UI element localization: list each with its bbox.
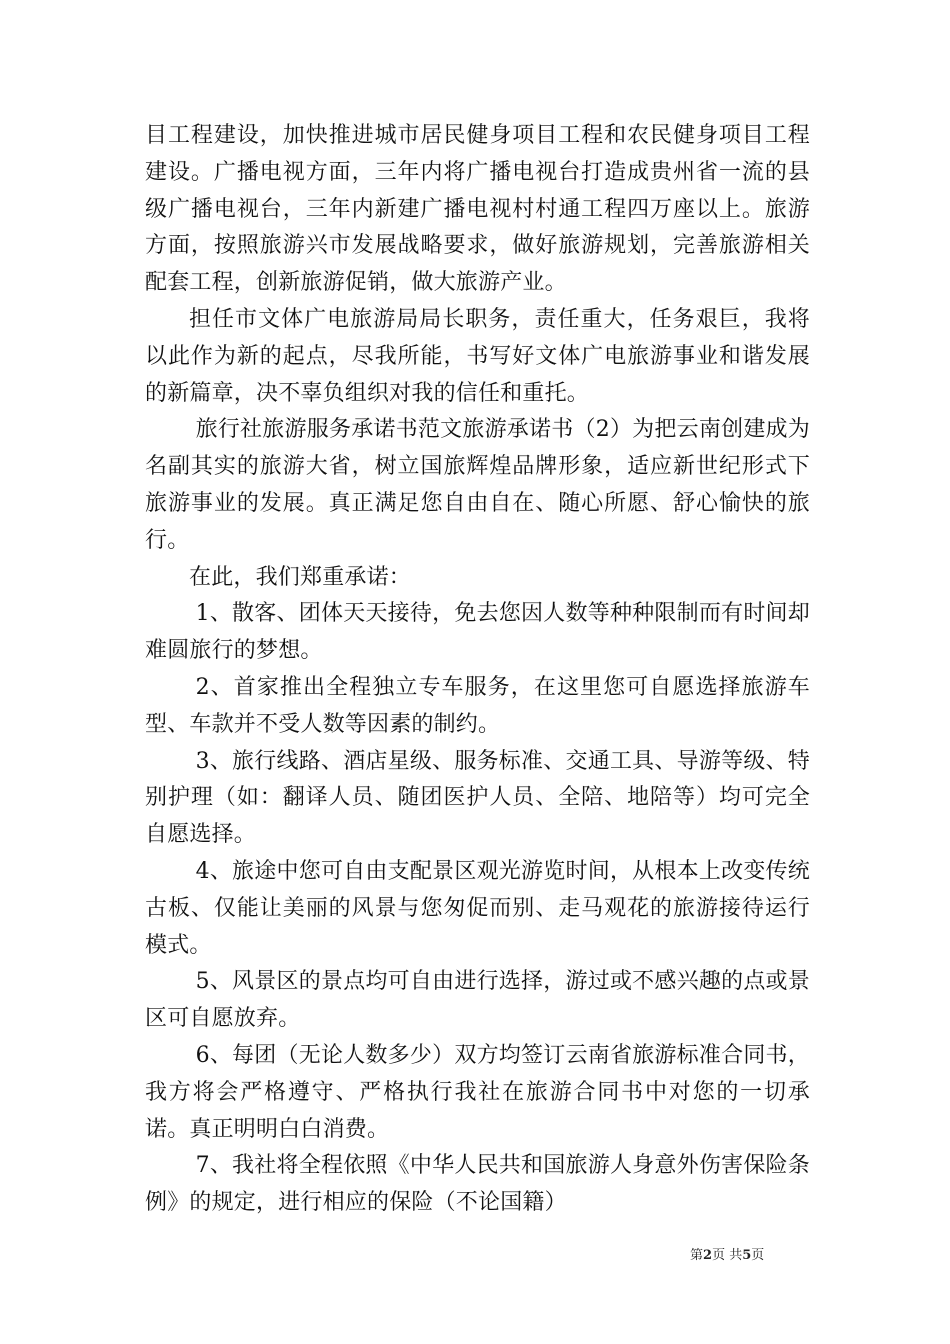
- footer-total-pages: 5: [742, 1248, 752, 1263]
- page-number-footer: [690, 1248, 830, 1264]
- paragraph-7: 3、旅行线路、酒店星级、服务标准、交通工具、导游等级、特别护理（如：翻译人员、随团医护人员、全陪、地陪等）均可完全自愿选择。: [145, 748, 810, 848]
- paragraph-9: 5、风景区的景点均可自由进行选择，游过或不感兴趣的点或景区可自愿放弃。: [145, 969, 810, 1032]
- footer-middle: 页 共: [712, 1248, 743, 1263]
- paragraph-1: 目工程建设，加快推进城市居民健身项目工程和农民健身项目工程建设。广播电视方面，三年内将广播电视台打造成贵州省一流的县级广播电视台，三年内新建广播电视村村通工程四万座以上。旅游方面，按照旅游兴市发展战略要求，做好旅游规划，完善旅游相关配套工程，创新旅游促销，做大旅游产业。: [145, 123, 810, 296]
- paragraph-5: 1、散客、团体天天接待，免去您因人数等种种限制而有时间却难圆旅行的梦想。: [145, 601, 810, 664]
- paragraph-2: 担任市文体广电旅游局局长职务，责任重大，任务艰巨，我将以此作为新的起点，尽我所能，书写好文体广电旅游事业和谐发展的新篇章，决不辜负组织对我的信任和重托。: [145, 306, 810, 406]
- footer-current-page: 2: [703, 1248, 713, 1263]
- paragraph-8: 4、旅途中您可自由支配景区观光游览时间，从根本上改变传统古板、仅能让美丽的风景与您匆促而别、走马观花的旅游接待运行模式。: [145, 858, 810, 958]
- paragraph-4: 在此，我们郑重承诺：: [189, 564, 412, 590]
- paragraph-6: 2、首家推出全程独立专车服务，在这里您可自愿选择旅游车型、车款并不受人数等因素的制约。: [145, 674, 810, 737]
- paragraph-3: 旅行社旅游服务承诺书范文旅游承诺书（2）为把云南创建成为名副其实的旅游大省，树立国旅辉煌品牌形象，适应新世纪形式下旅游事业的发展。真正满足您自由自在、随心所愿、舒心愉快的旅行。: [145, 417, 810, 553]
- footer-suffix: 页: [751, 1248, 765, 1263]
- document-body: [145, 118, 810, 1222]
- paragraph-10: 6、每团（无论人数多少）双方均签订云南省旅游标准合同书，我方将会严格遵守、严格执行我社在旅游合同书中对您的一切承诺。真正明明白白消费。: [145, 1042, 810, 1142]
- footer-prefix: 第: [690, 1248, 704, 1263]
- paragraph-11: 7、我社将全程依照《中华人民共和国旅游人身意外伤害保险条例》的规定，进行相应的保险（不论国籍）: [145, 1153, 810, 1216]
